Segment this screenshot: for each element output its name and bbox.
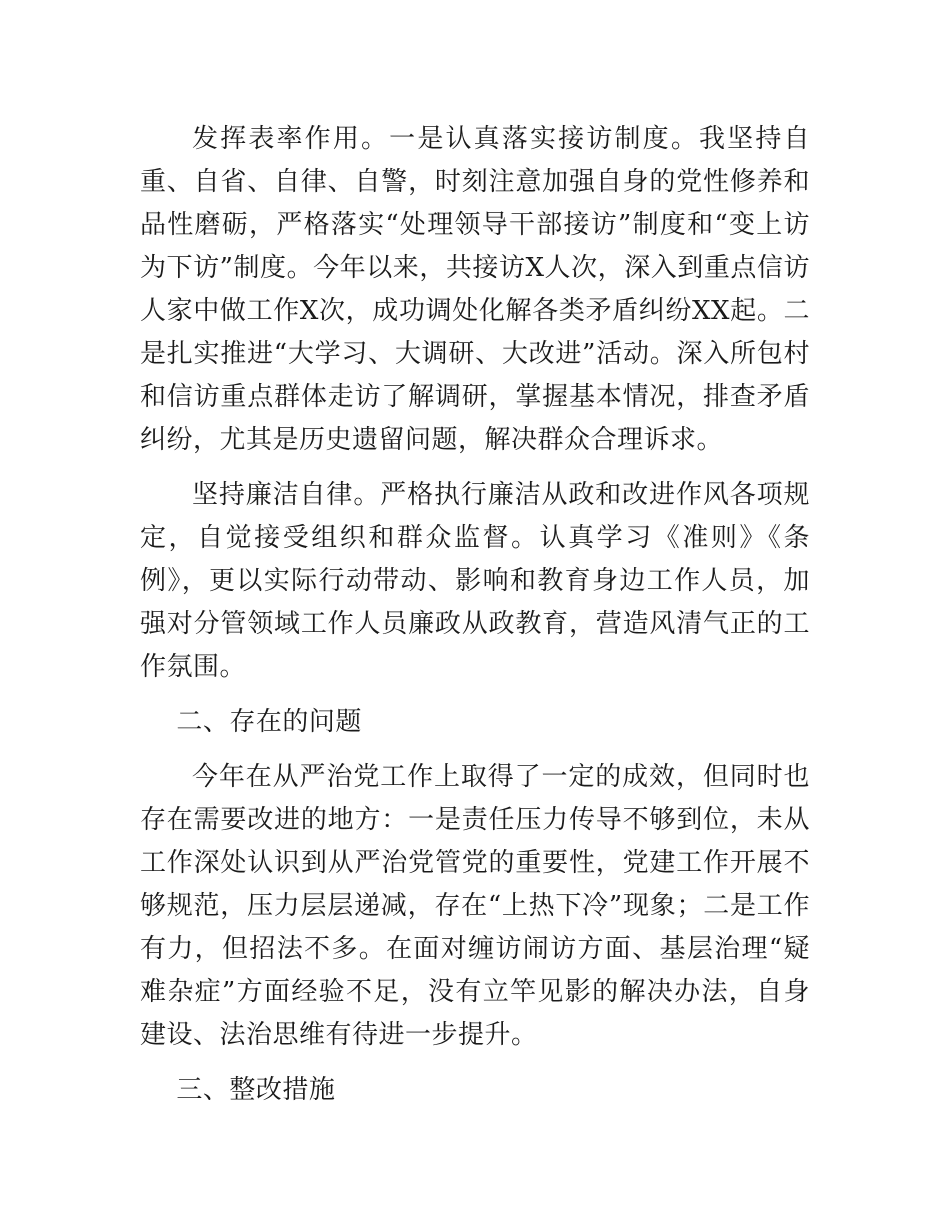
document-body <box>140 118 810 1112</box>
paragraph-gap <box>140 689 810 701</box>
paragraph-gap <box>140 744 810 756</box>
paragraph-problems: 今年在从严治党工作上取得了一定的成效，但同时也存在需要改进的地方：一是责任压力传导不够到位，未从工作深处认识到从严治党管党的重要性，党建工作开展不够规范，压力层层递减，存在“上热下冷”现象；二是工作有力，但招法不多。在面对缠访闹访方面、基层治理“疑难杂症”方面经验不足，没有立竿见影的解决办法，自身建设、法治思维有待进一步提升。 <box>140 762 810 1050</box>
section-heading-problems: 二、存在的问题 <box>176 707 362 737</box>
paragraph-integrity: 坚持廉洁自律。严格执行廉洁从政和改进作风各项规定，自觉接受组织和群众监督。认真学习《准则》《条例》，更以实际行动带动、影响和教育身边工作人员，加强对分管领域工作人员廉政从政教育，营造风清气正的工作氛围。 <box>140 480 810 682</box>
paragraph-role-model: 发挥表率作用。一是认真落实接访制度。我坚持自重、自省、自律、自警，时刻注意加强自身的党性修养和品性磨砺，严格落实“处理领导干部接访”制度和“变上访为下访”制度。今年以来，共接访X人次，深入到重点信访人家中做工作X次，成功调处化解各类矛盾纠纷XX起。二是扎实推进“大学习、大调研、大改进”活动。深入所包村和信访重点群体走访了解调研，掌握基本情况，排查矛盾纠纷，尤其是历史遗留问题，解决群众合理诉求。 <box>140 124 810 455</box>
paragraph-gap <box>140 462 810 474</box>
paragraph-gap <box>140 1057 810 1069</box>
section-heading-measures: 三、整改措施 <box>176 1075 336 1105</box>
